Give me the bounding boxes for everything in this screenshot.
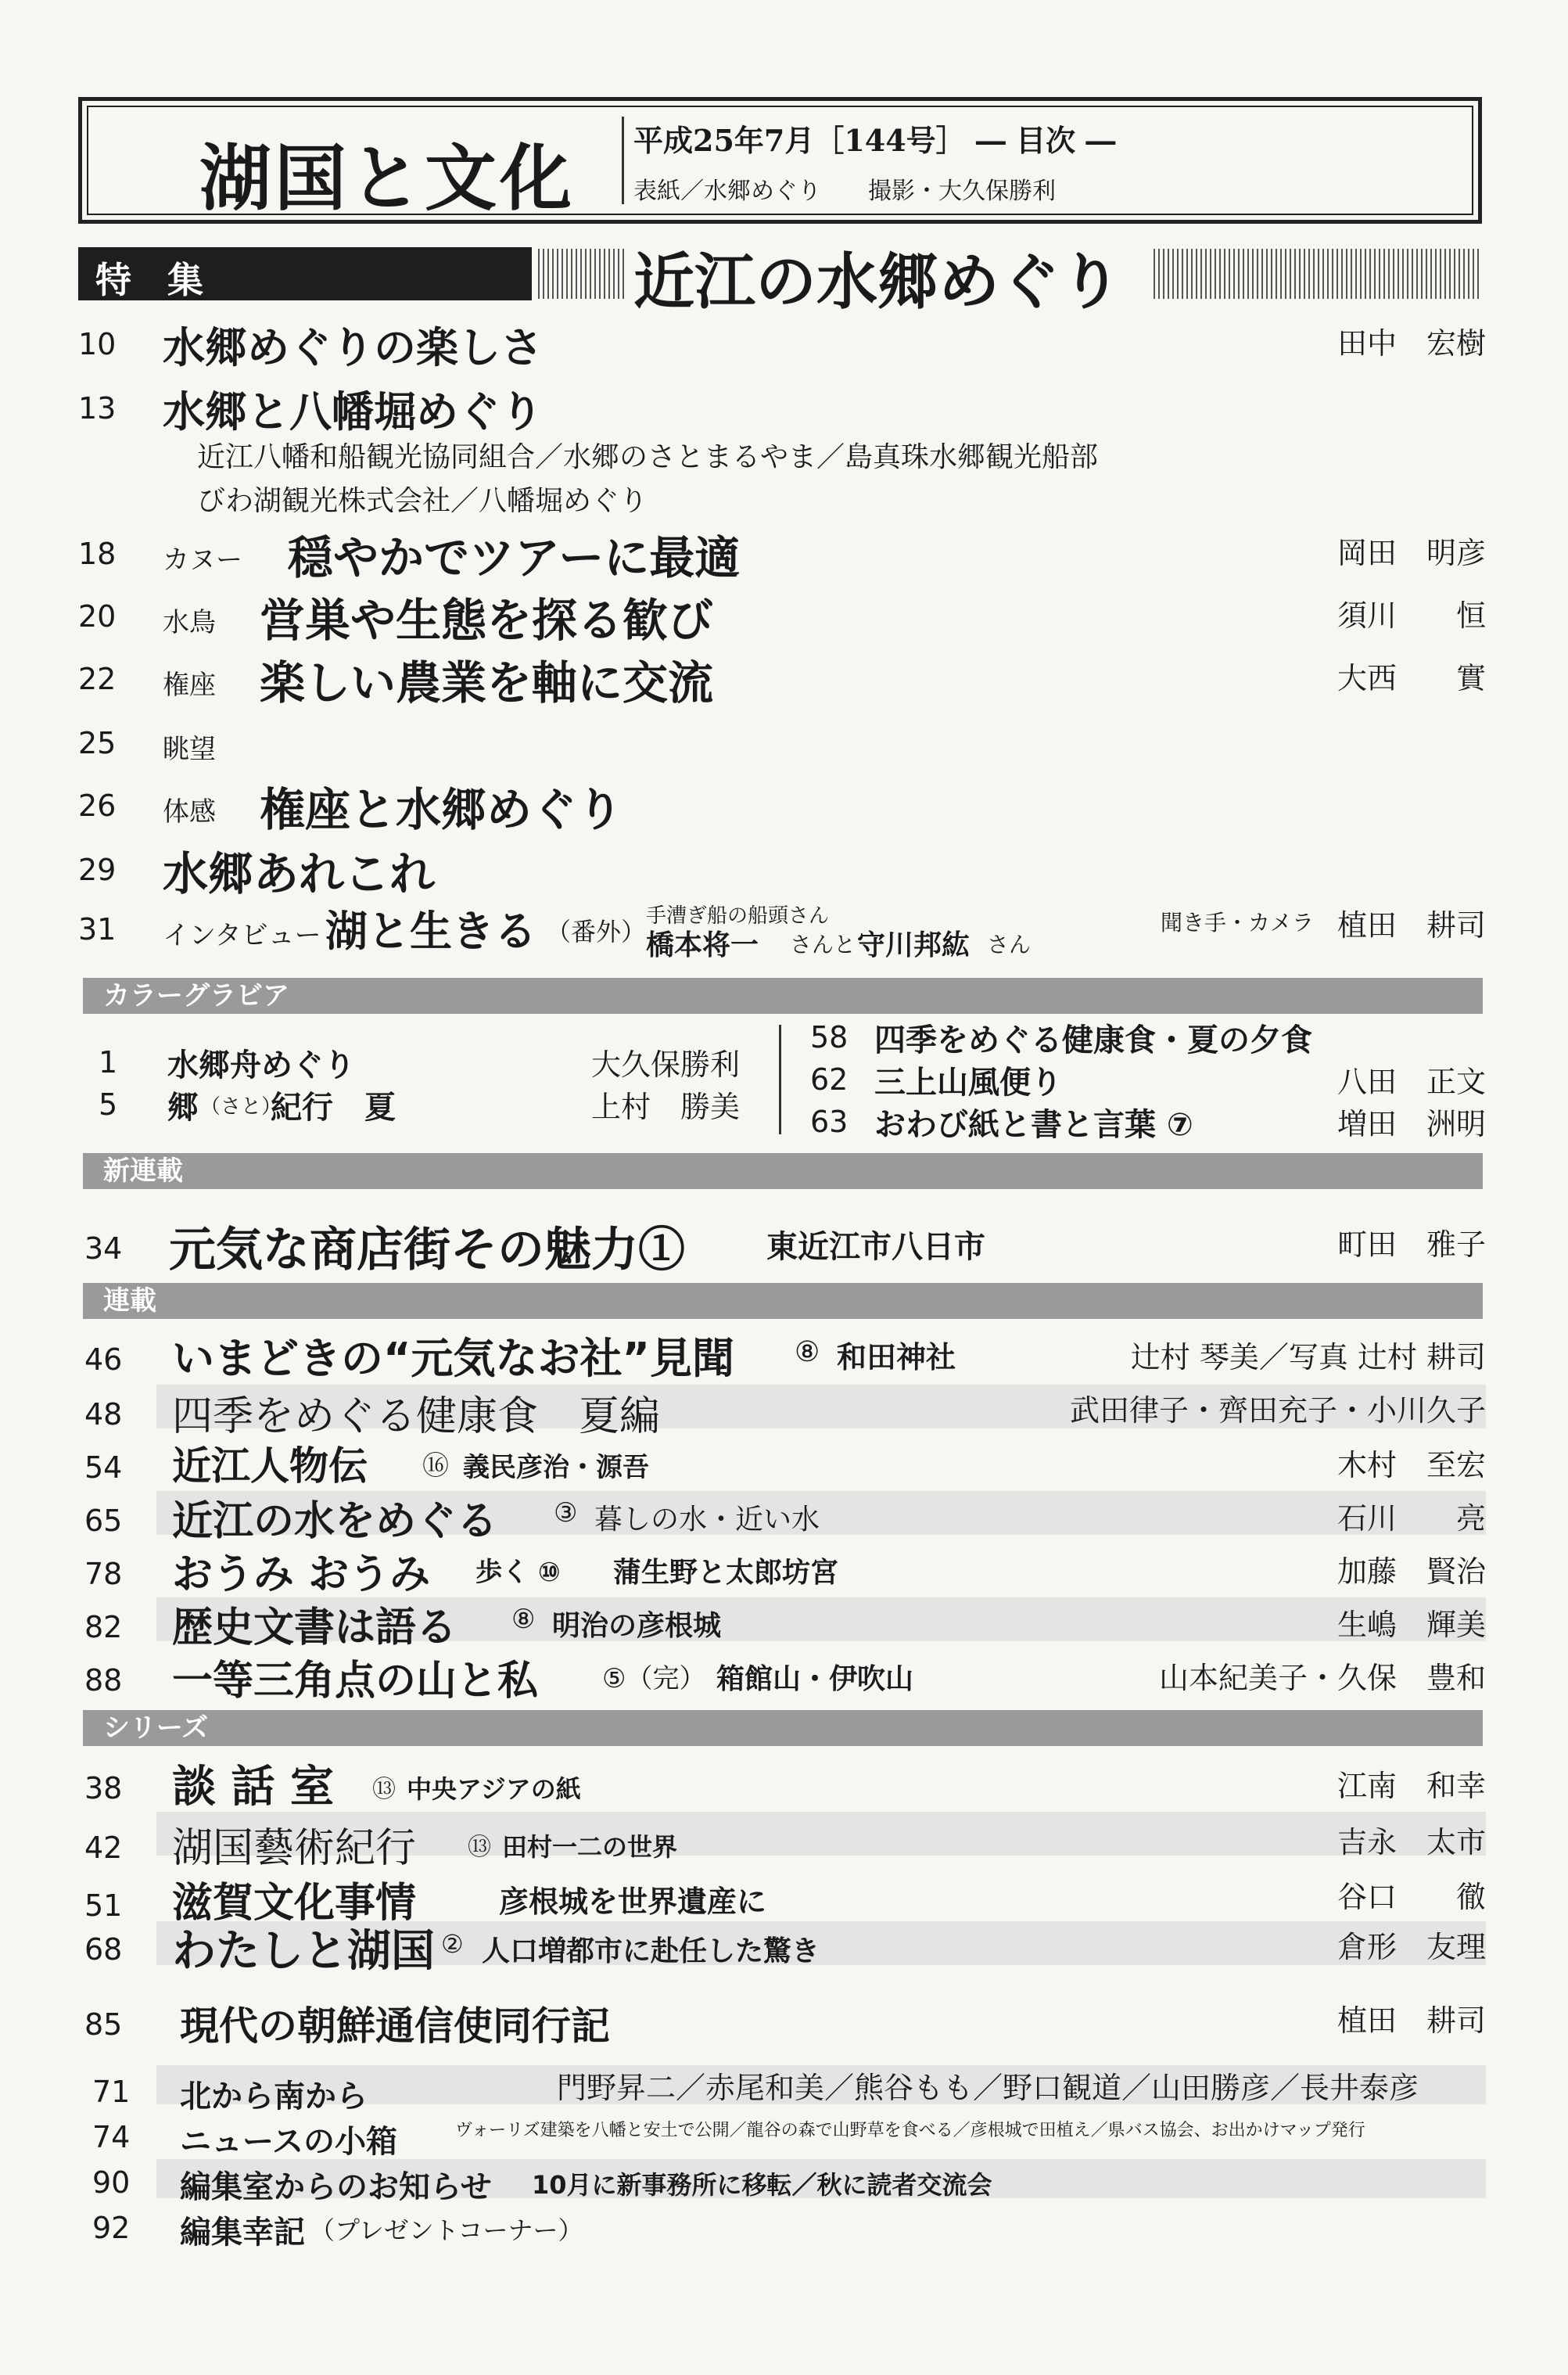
issue-info: 平成25年7月［144号］ ― 目次 ― bbox=[633, 123, 1116, 158]
section-band-new-series: 新連載 bbox=[83, 1153, 1483, 1189]
header-box bbox=[78, 97, 1482, 224]
cover-info: 表紙／水郷めぐり 撮影・大久保勝利 bbox=[633, 178, 1056, 205]
section-band-gravure: カラーグラビア bbox=[83, 978, 1483, 1014]
feature-sub-line: びわ湖観光株式会社／八幡堀めぐり bbox=[197, 485, 648, 517]
section-band-series: 連載 bbox=[83, 1283, 1483, 1319]
feature-label: 特 集 bbox=[78, 247, 532, 300]
section-band-shirizu: シリーズ bbox=[83, 1710, 1483, 1746]
feature-sub-line: 近江八幡和船観光協同組合／水郷のさとまるやま／島真珠水郷観光船部 bbox=[197, 441, 1099, 473]
feature-title: 近江の水郷めぐり bbox=[633, 246, 1122, 318]
magazine-logo: 湖国と文化 bbox=[199, 136, 576, 221]
